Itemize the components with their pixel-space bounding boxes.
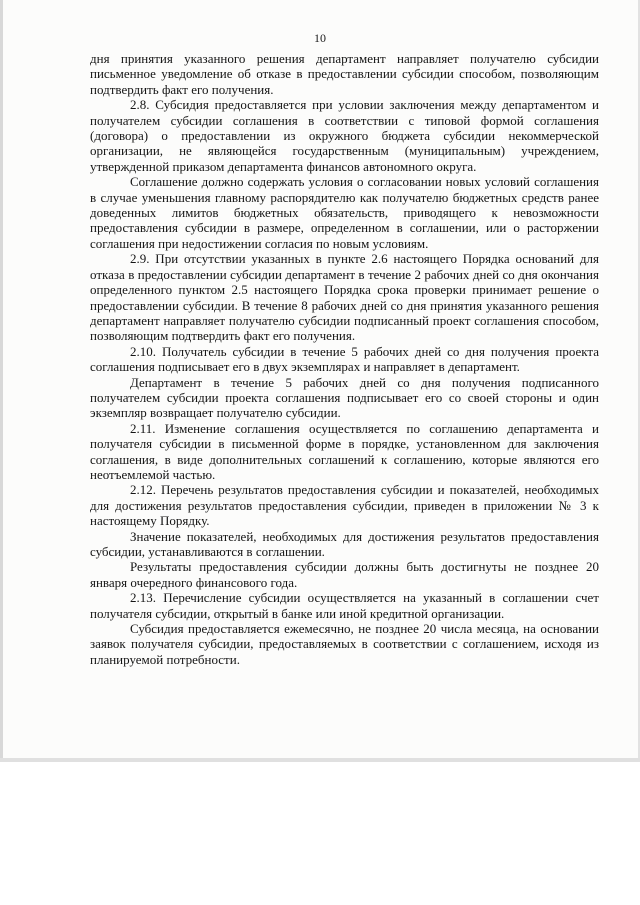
document-body [90,51,599,667]
paragraph-2-8: 2.8. Субсидия предоставляется при условии заключения между департаментом и получателем субсидии соглашения в соответствии с типовой формой соглашения (договора) о предоставлении из окружного бюджета субсидии некоммерческой организации, не являющейся государственным (муниципальным) учреждением, утвержденной приказом департамента финансов автономного округа. [90,97,599,174]
paragraph-agreement-conditions: Соглашение должно содержать условия о согласовании новых условий соглашения в случае уменьшения главному распорядителю как получателю бюджетных средств ранее доведенных лимитов бюджетных обязательств, приводящего к невозможности предоставления субсидии в размере, определенном в соглашении, или о расторжении соглашения при недостижении согласия по новым условиям. [90,174,599,251]
paragraph-indicator-values: Значение показателей, необходимых для достижения результатов предоставления субсидии, устанавливаются в соглашении. [90,528,599,559]
page-number: 10 [314,31,326,45]
paragraph-2-13: 2.13. Перечисление субсидии осуществляется на указанный в соглашении счет получателя субсидии, открытый в банке или иной кредитной организации. [90,590,599,621]
paragraph-2-11: 2.11. Изменение соглашения осуществляется по соглашению департамента и получателя субсидии в письменной форме в порядке, установленном для заключения соглашения, в виде дополнительных соглашений к соглашению, которые являются его неотъемлемой частью. [90,420,599,482]
paragraph-department-signing: Департамент в течение 5 рабочих дней со дня получения подписанного получателем субсидии проекта соглашения подписывает его со своей стороны и один экземпляр возвращает получателю субсидии. [90,374,599,421]
paragraph-monthly-payment: Субсидия предоставляется ежемесячно, не позднее 20 числа месяца, на основании заявок получателя субсидии, предоставляемых в соответствии с соглашением, исходя из планируемой потребности. [90,621,599,667]
paragraph-results-deadline: Результаты предоставления субсидии должны быть достигнуты не позднее 20 января очередного финансового года. [90,559,599,590]
paragraph-2-10: 2.10. Получатель субсидии в течение 5 рабочих дней со дня получения проекта соглашения подписывает его в двух экземплярах и направляет в департамент. [90,343,599,375]
paragraph-2-12: 2.12. Перечень результатов предоставления субсидии и показателей, необходимых для достижения результатов предоставления субсидии, приведен в приложении № 3 к настоящему Порядку. [90,482,599,529]
scan-edge [0,758,640,762]
paragraph-continuation: дня принятия указанного решения департамент направляет получателю субсидии письменное уведомление об отказе в предоставлении субсидии способом, позволяющим подтвердить факт его получения. [90,51,599,97]
paragraph-2-9: 2.9. При отсутствии указанных в пункте 2.6 настоящего Порядка оснований для отказа в предоставлении субсидии департамент в течение 2 рабочих дней со дня окончания определенного пунктом 2.5 настоящего Порядка срока проверки принимает решение о предоставлении субсидии. В течение 8 рабочих дней со дня принятия указанного решения департамент направляет получателю субсидии подписанный проект соглашения способом, позволяющим подтвердить факт его получения. [90,251,599,344]
